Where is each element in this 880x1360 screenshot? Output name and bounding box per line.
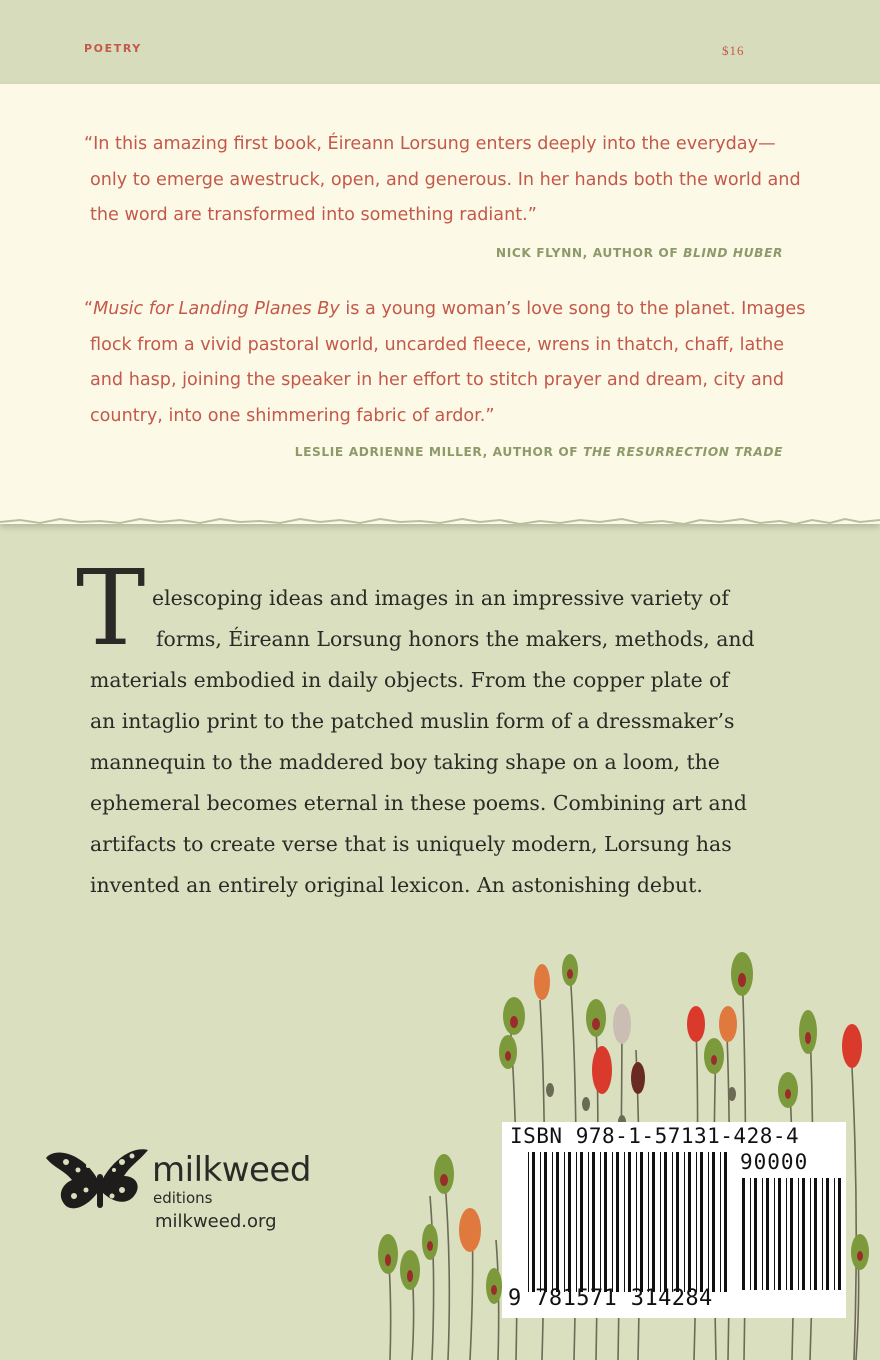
blurb-2-line: and hasp, joining the speaker in her effort to stitch prayer and dream, city and xyxy=(90,370,785,390)
publisher-sub: editions xyxy=(153,1189,213,1207)
genre-label: POETRY xyxy=(84,42,142,55)
blurb-2-line: flock from a vivid pastoral world, uncarded fleece, wrens in thatch, chaff, lathe xyxy=(90,334,785,355)
drop-cap: T xyxy=(76,547,146,669)
description-line: materials embodied in daily objects. From the copper plate of xyxy=(90,668,729,692)
description-line: ephemeral becomes eternal in these poems. Combining art and xyxy=(90,791,747,815)
blurb-1-line: “In this amazing first book, Éireann Lorsung enters deeply into the everyday— xyxy=(84,134,776,154)
description-line: mannequin to the maddered boy taking shape on a loom, the xyxy=(90,750,720,774)
book-title: Music for Landing Planes By xyxy=(93,299,340,319)
barcode xyxy=(502,1122,846,1318)
blurb-2-attribution xyxy=(295,445,783,459)
attribution-prefix: NICK FLYNN, AUTHOR OF xyxy=(495,246,684,260)
publisher-name: milkweed xyxy=(152,1150,311,1190)
ean-number: 9 781571 314284 xyxy=(508,1286,713,1311)
open-quote: “ xyxy=(84,299,94,319)
blurb-2-first-line-rest: is a young woman’s love song to the planet. Images xyxy=(339,299,806,319)
description-line: an intaglio print to the patched muslin form of a dressmaker’s xyxy=(90,709,735,733)
description-line: forms, Éireann Lorsung honors the makers, methods, and xyxy=(156,627,755,651)
description-line: elescoping ideas and images in an impressive variety of xyxy=(152,586,729,610)
isbn-number: ISBN 978-1-57131-428-4 xyxy=(510,1124,800,1148)
price-label: $16 xyxy=(722,43,745,58)
blurb-2 xyxy=(84,292,806,434)
price-addon: 90000 xyxy=(740,1150,809,1174)
blurb-2-line xyxy=(84,292,806,328)
blurb-1 xyxy=(84,127,801,234)
blurb-1-line: only to emerge awestruck, open, and generous. In her hands both the world and xyxy=(90,169,801,190)
attribution-prefix: LESLIE ADRIENNE MILLER, AUTHOR OF xyxy=(294,445,584,459)
book-description xyxy=(90,578,830,906)
torn-paper-edge xyxy=(0,508,880,538)
publisher-url[interactable]: milkweed.org xyxy=(155,1211,277,1232)
blurb-2-line: country, into one shimmering fabric of ardor.” xyxy=(90,405,495,426)
blurb-1-line: the word are transformed into something radiant.” xyxy=(90,205,537,225)
blurb-1-attribution xyxy=(496,246,783,260)
attribution-title: THE RESURRECTION TRADE xyxy=(583,445,783,459)
description-line: artifacts to create verse that is uniquely modern, Lorsung has xyxy=(90,832,732,856)
attribution-title: BLIND HUBER xyxy=(683,246,783,260)
description-line: invented an entirely original lexicon. An astonishing debut. xyxy=(90,873,703,897)
